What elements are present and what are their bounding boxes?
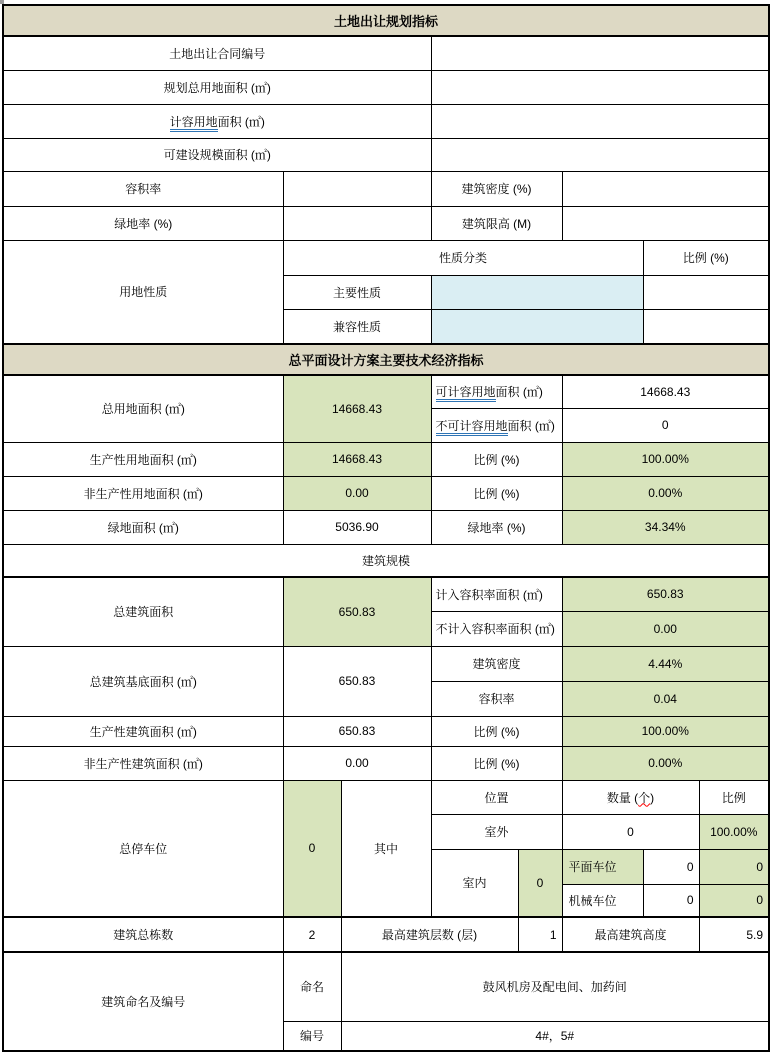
green-ratio-label: 绿地率 (%) <box>3 206 283 240</box>
contract-number-value-cell[interactable] <box>431 36 769 70</box>
compat-nature-ratio-cell[interactable] <box>643 309 769 344</box>
countable-site-label-rest: 面积 (㎡) <box>495 385 543 400</box>
total-site-area-label: 总用地面积 (㎡) <box>3 375 283 442</box>
uncountable-site-label-underlined: 不可计容用地 <box>436 419 508 436</box>
building-footprint-label: 总建筑基底面积 (㎡) <box>3 646 283 716</box>
max-floors-value-cell[interactable]: 1 <box>518 917 562 952</box>
density-label: 建筑密度 <box>431 646 562 681</box>
quantity-header-post: ) <box>650 790 655 805</box>
building-density-value-cell[interactable] <box>562 171 769 206</box>
far-land-area-value-cell[interactable] <box>431 104 769 138</box>
name-value-cell[interactable]: 鼓风机房及配电间、加药间 <box>341 952 769 1021</box>
productive-building-ratio-value-cell[interactable]: 100.00% <box>562 716 769 746</box>
name-label: 命名 <box>283 952 341 1021</box>
planned-total-area-value-cell[interactable] <box>431 70 769 104</box>
nature-ratio-header: 比例 (%) <box>643 240 769 275</box>
uncounted-far-area-value-cell[interactable]: 0.00 <box>562 611 769 646</box>
counted-far-area-value-cell[interactable]: 650.83 <box>562 577 769 611</box>
indoor-parking-total-cell[interactable]: 0 <box>518 849 562 917</box>
planned-total-area-label: 规划总用地面积 (㎡) <box>3 70 431 104</box>
green-ratio-value-cell[interactable] <box>283 206 431 240</box>
building-count-label: 建筑总栋数 <box>3 917 283 952</box>
height-limit-label: 建筑限高 (M) <box>431 206 562 240</box>
green-area-label: 绿地面积 (㎡) <box>3 510 283 544</box>
far-land-area-label <box>3 104 431 138</box>
green-area-value-cell[interactable]: 5036.90 <box>283 510 431 544</box>
buildable-scale-area-label: 可建设规模面积 (㎡) <box>3 138 431 171</box>
buildable-scale-area-value-cell[interactable] <box>431 138 769 171</box>
contract-number-label: 土地出让合同编号 <box>3 36 431 70</box>
total-parking-value-cell[interactable]: 0 <box>283 780 341 917</box>
nonproductive-building-area-value-cell[interactable]: 0.00 <box>283 746 431 780</box>
max-floors-label: 最高建筑层数 (层) <box>341 917 518 952</box>
main-nature-ratio-cell[interactable] <box>643 275 769 309</box>
height-limit-value-cell[interactable] <box>562 206 769 240</box>
main-nature-input-cell[interactable] <box>431 275 643 309</box>
parking-ratio-header: 比例 <box>699 780 769 814</box>
code-value-cell[interactable]: 4#，5# <box>341 1021 769 1051</box>
green-rate-label: 绿地率 (%) <box>431 510 562 544</box>
max-height-label: 最高建筑高度 <box>562 917 699 952</box>
building-count-value-cell[interactable]: 2 <box>283 917 341 952</box>
mech-parking-qty-cell[interactable]: 0 <box>643 884 699 917</box>
total-parking-label: 总停车位 <box>3 780 283 917</box>
building-density-label: 建筑密度 (%) <box>431 171 562 206</box>
far-value-cell[interactable]: 0.04 <box>562 681 769 716</box>
productive-building-ratio-label: 比例 (%) <box>431 716 562 746</box>
naming-numbering-label: 建筑命名及编号 <box>3 952 283 1051</box>
plot-ratio-label: 容积率 <box>3 171 283 206</box>
nonproductive-building-ratio-label: 比例 (%) <box>431 746 562 780</box>
nonproductive-site-area-label: 非生产性用地面积 (㎡) <box>3 476 283 510</box>
far-land-area-label-underlined: 计容用地 <box>170 115 218 132</box>
green-rate-value-cell[interactable]: 34.34% <box>562 510 769 544</box>
flat-parking-qty-cell[interactable]: 0 <box>643 849 699 884</box>
uncountable-site-label-rest: 面积 (㎡) <box>507 418 555 433</box>
building-scale-header: 建筑规模 <box>3 544 769 577</box>
productive-site-area-value-cell[interactable]: 14668.43 <box>283 442 431 476</box>
nature-class-header: 性质分类 <box>283 240 643 275</box>
total-building-area-label: 总建筑面积 <box>3 577 283 646</box>
nonproductive-site-area-value-cell[interactable]: 0.00 <box>283 476 431 510</box>
productive-site-area-label: 生产性用地面积 (㎡) <box>3 442 283 476</box>
land-use-nature-label: 用地性质 <box>3 240 283 344</box>
compat-nature-input-cell[interactable] <box>431 309 643 344</box>
countable-site-area-value-cell[interactable]: 14668.43 <box>562 375 769 408</box>
productive-building-area-value-cell[interactable]: 650.83 <box>283 716 431 746</box>
parking-location-header: 位置 <box>431 780 562 814</box>
mech-parking-ratio-cell[interactable]: 0 <box>699 884 769 917</box>
total-building-area-value-cell[interactable]: 650.83 <box>283 577 431 646</box>
nonproductive-site-ratio-value-cell[interactable]: 0.00% <box>562 476 769 510</box>
far-label: 容积率 <box>431 681 562 716</box>
indoor-parking-label: 室内 <box>431 849 518 917</box>
building-footprint-value-cell[interactable]: 650.83 <box>283 646 431 716</box>
nonproductive-site-ratio-label: 比例 (%) <box>431 476 562 510</box>
quantity-header-pre: 数量 ( <box>606 790 639 805</box>
parking-quantity-header <box>562 780 699 814</box>
productive-site-ratio-value-cell[interactable]: 100.00% <box>562 442 769 476</box>
main-nature-label: 主要性质 <box>283 275 431 309</box>
counted-far-area-label: 计入容积率面积 (㎡) <box>431 577 562 611</box>
max-height-value-cell[interactable]: 5.9 <box>699 917 769 952</box>
flat-parking-label: 平面车位 <box>562 849 643 884</box>
code-label: 编号 <box>283 1021 341 1051</box>
section2-title: 总平面设计方案主要技术经济指标 <box>3 344 769 375</box>
nonproductive-building-area-label: 非生产性建筑面积 (㎡) <box>3 746 283 780</box>
outdoor-parking-ratio-cell[interactable]: 100.00% <box>699 814 769 849</box>
density-value-cell[interactable]: 4.44% <box>562 646 769 681</box>
uncountable-site-area-value-cell[interactable]: 0 <box>562 408 769 442</box>
total-site-area-value-cell[interactable]: 14668.43 <box>283 375 431 442</box>
productive-site-ratio-label: 比例 (%) <box>431 442 562 476</box>
uncounted-far-area-label: 不计入容积率面积 (㎡) <box>431 611 562 646</box>
countable-site-area-label <box>431 375 562 408</box>
parking-among-label: 其中 <box>341 780 431 917</box>
plot-ratio-value-cell[interactable] <box>283 171 431 206</box>
quantity-header-wavy: 个 <box>638 790 651 805</box>
flat-parking-ratio-cell[interactable]: 0 <box>699 849 769 884</box>
mech-parking-label: 机械车位 <box>562 884 643 917</box>
countable-site-label-underlined: 可计容用地 <box>436 385 496 402</box>
compat-nature-label: 兼容性质 <box>283 309 431 344</box>
nonproductive-building-ratio-value-cell[interactable]: 0.00% <box>562 746 769 780</box>
productive-building-area-label: 生产性建筑面积 (㎡) <box>3 716 283 746</box>
planning-indicator-table <box>2 4 770 1052</box>
outdoor-parking-label: 室外 <box>431 814 562 849</box>
outdoor-parking-qty-cell[interactable]: 0 <box>562 814 699 849</box>
far-land-area-label-rest: 面积 (㎡) <box>217 114 265 129</box>
section1-title: 土地出让规划指标 <box>3 5 769 36</box>
uncountable-site-area-label <box>431 408 562 442</box>
